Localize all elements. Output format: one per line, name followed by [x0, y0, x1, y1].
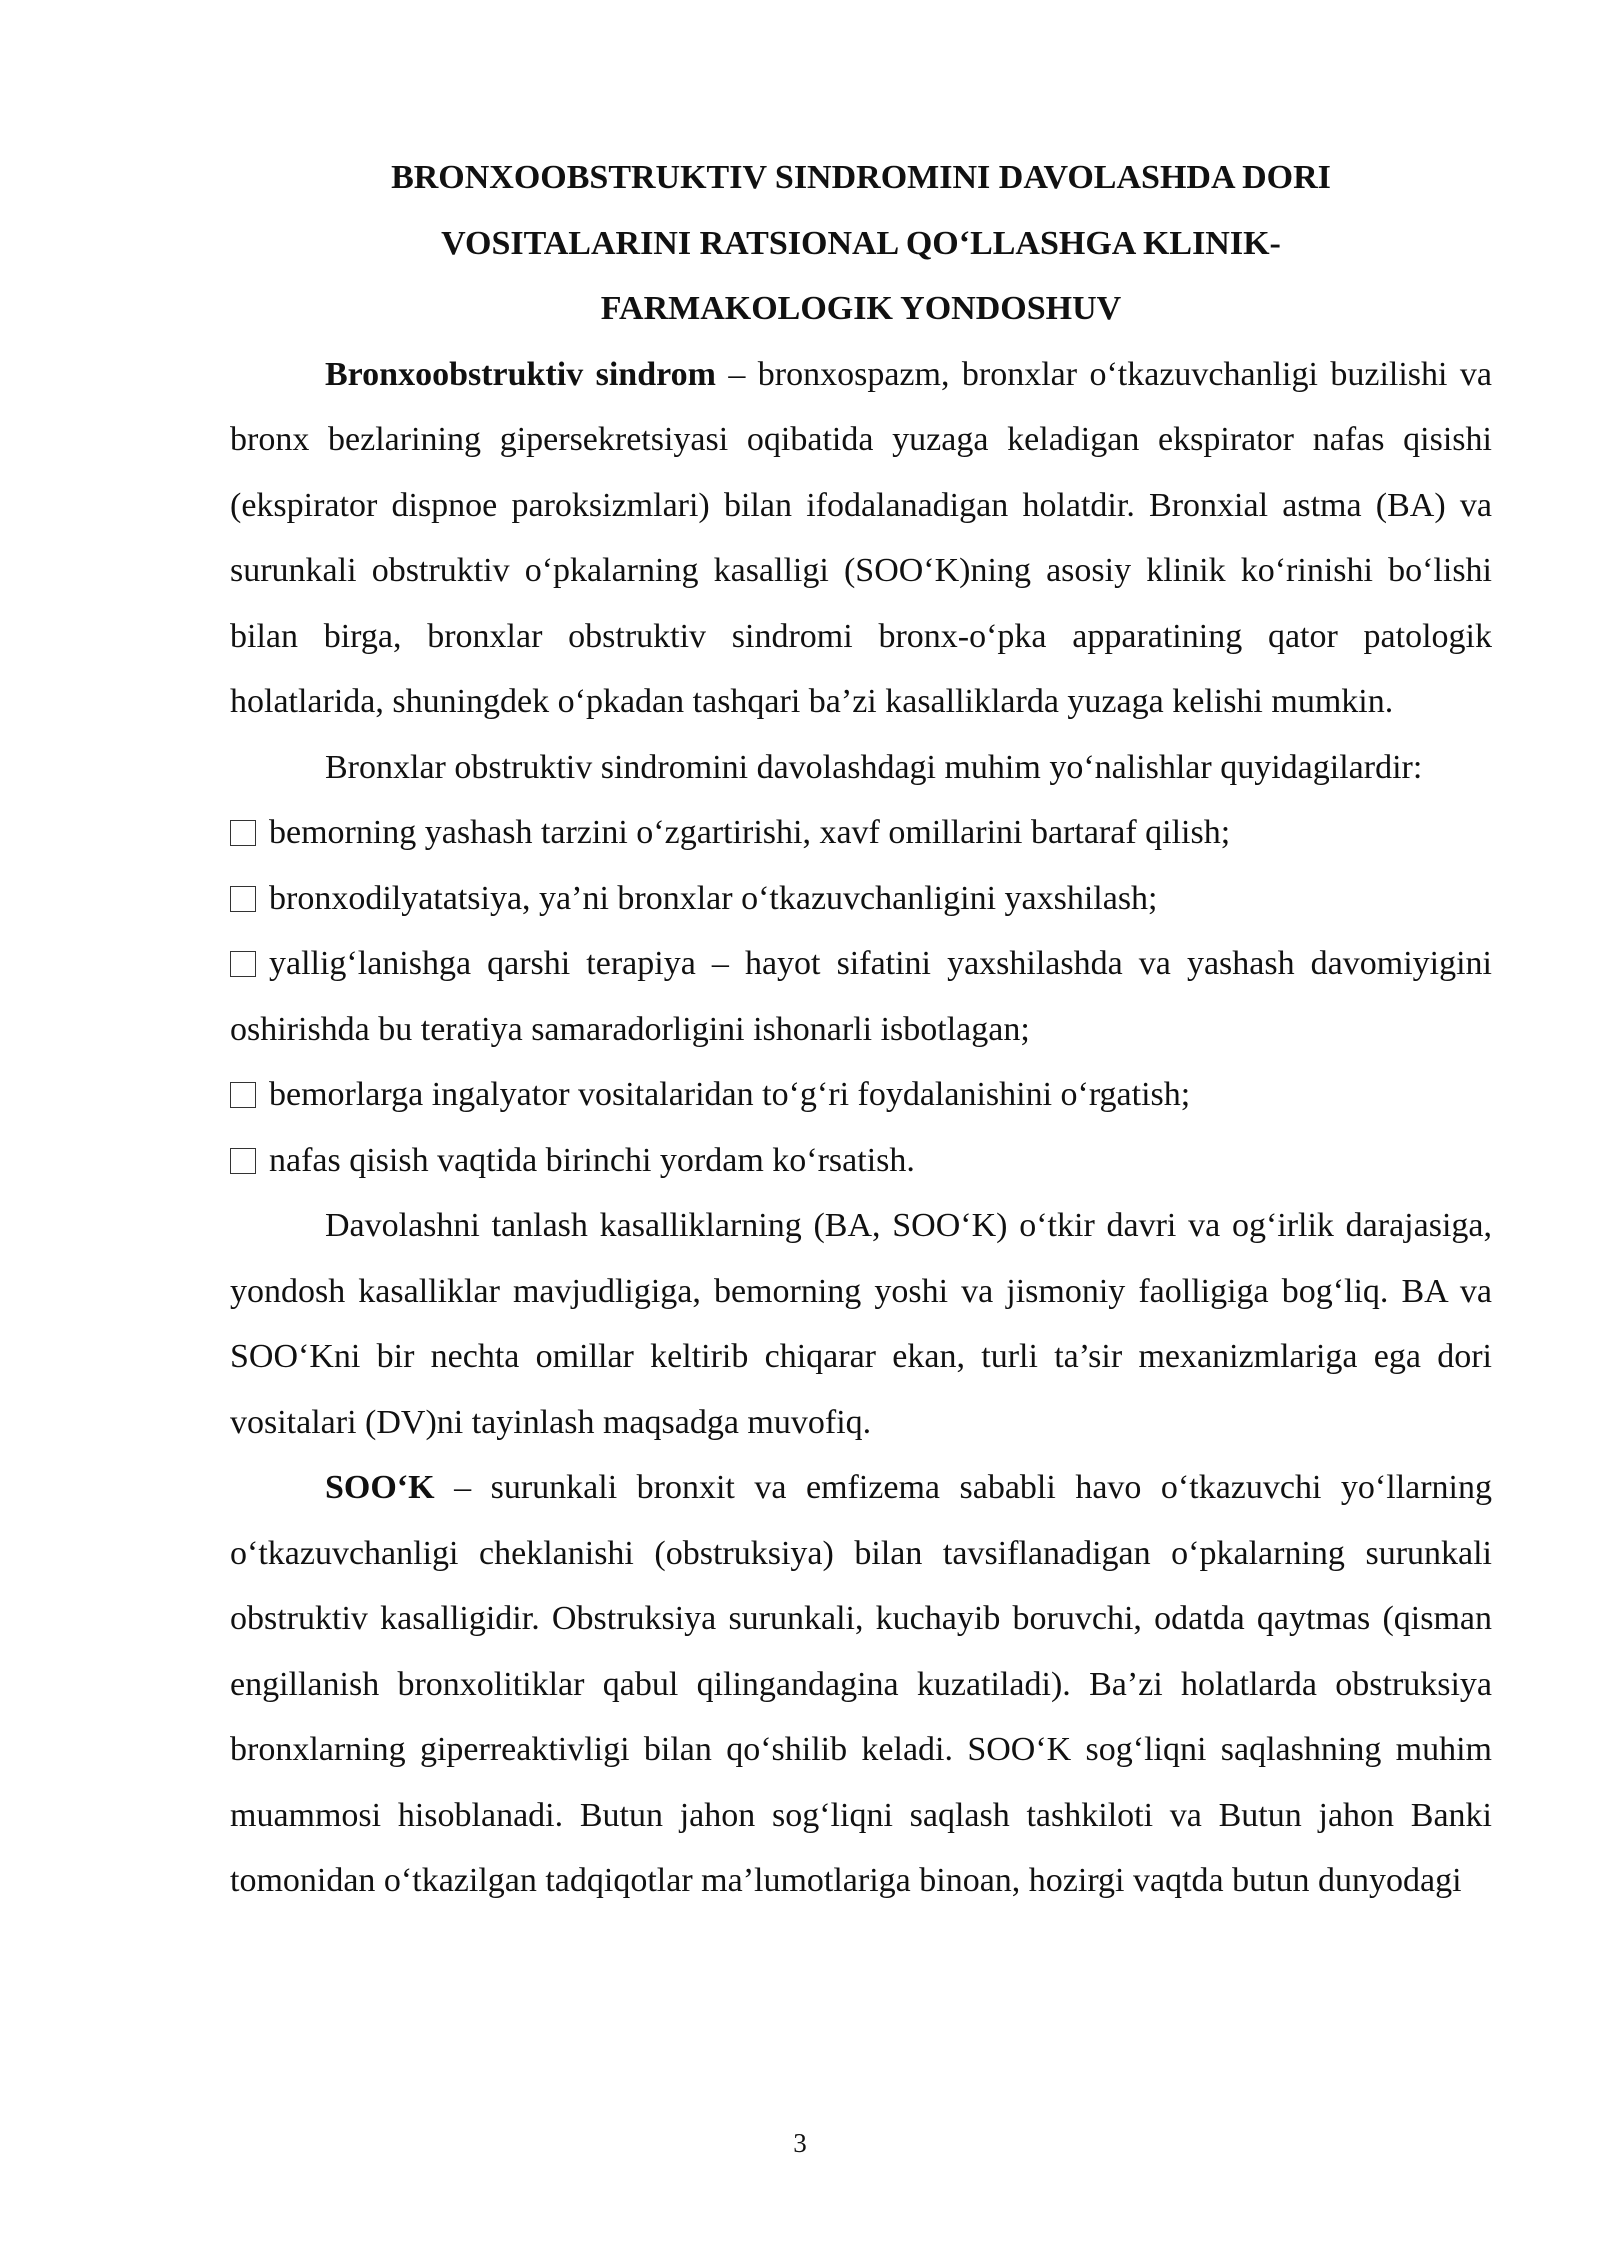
list-item: [230, 1128, 1492, 1194]
list-item: [230, 1062, 1492, 1128]
list-item-text: yallig‘lanishga qarshi terapiya – hayot sifatini yaxshilashda va yashash davomiyigini oshirishda bu teratiya samaradorligini ishonarli isbotlagan;: [230, 945, 1492, 1048]
list-item: [230, 866, 1492, 932]
paragraph-definition-text: – bronxospazm, bronxlar o‘tkazuvchanligi buzilishi va bronx bezlarining gipersekretsiyasi oqibatida yuzaga keladigan ekspirator nafas qisishi (ekspirator dispnoe paroksizmlari) bilan ifodalanadigan holatdir. Bronxial astma (BA) va surunkali obstruktiv o‘pkalarning kasalligi (SOO‘K)ning asosiy klinik ko‘rinishi bo‘lishi bilan birga, bronxlar obstruktiv sindromi bronx-o‘pka apparatining qator patologik holatlarida, shuningdek o‘pkadan tashqari ba’zi kasalliklarda yuzaga kelishi mumkin.: [230, 355, 1492, 720]
checkbox-bullet-icon: [230, 951, 256, 977]
page-number: 3: [793, 2128, 807, 2158]
list-item-text: bemorning yashash tarzini o‘zgartirishi, xavf omillarini bartaraf qilish;: [269, 814, 1231, 851]
checkbox-bullet-icon: [230, 820, 256, 846]
term-bronxoobstruktiv: Bronxoobstruktiv sindrom: [325, 355, 716, 393]
checkbox-bullet-icon: [230, 886, 256, 912]
document-page: [230, 145, 1492, 1914]
list-item-text: bronxodilyatatsiya, ya’ni bronxlar o‘tkazuvchanligini yaxshilash;: [269, 879, 1158, 917]
list-item: [230, 931, 1492, 1062]
checkbox-bullet-icon: [230, 1082, 256, 1108]
paragraph-treatment-choice: Davolashni tanlash kasalliklarning (BA, SOO‘K) o‘tkir davri va og‘irlik darajasiga, yondosh kasalliklar mavjudligiga, bemorning yoshi va jismoniy faolligiga bog‘liq. BA va SOO‘Kni bir nechta omillar keltirib chiqarar ekan, turli ta’sir mexanizmlariga ega dori vositalari (DV)ni tayinlash maqsadga muvofiq.: [230, 1207, 1492, 1441]
paragraph-definition: [230, 342, 1492, 735]
paragraph-directions: Bronxlar obstruktiv sindromini davolashdagi muhim yo‘nalishlar quyidagilardir:: [325, 748, 1423, 786]
bullet-list: [230, 800, 1492, 1193]
list-item-text: bemorlarga ingalyator vositalaridan to‘g‘ri foydalanishini o‘rgatish;: [269, 1076, 1191, 1113]
checkbox-bullet-icon: [230, 1148, 256, 1174]
paragraph-sook: [230, 1455, 1492, 1914]
term-sook: SOO‘K: [325, 1469, 435, 1506]
list-item: [230, 800, 1492, 866]
title-line-2: VOSITALARINI RATSIONAL QO‘LLASHGA KLINIK-: [441, 224, 1281, 262]
list-item-text: nafas qisish vaqtida birinchi yordam ko‘rsatish.: [269, 1141, 915, 1179]
title-line-1: BRONXOOBSTRUKTIV SINDROMINI DAVOLASHDA DORI: [391, 159, 1331, 196]
title-line-3: FARMAKOLOGIK YONDOSHUV: [600, 290, 1122, 327]
document-title: [230, 145, 1492, 342]
paragraph-sook-text: – surunkali bronxit va emfizema sababli havo o‘tkazuvchi yo‘llarning o‘tkazuvchanligi cheklanishi (obstruksiya) bilan tavsiflanadigan o‘pkalarning surunkali obstruktiv kasalligidir. Obstruksiya surunkali, kuchayib boruvchi, odatda qaytmas (qisman engillanish bronxolitiklar qabul qilingandagina kuzatiladi). Ba’zi holatlarda obstruksiya bronxlarning giperreaktivligi bilan qo‘shilib keladi. SOO‘K sog‘liqni saqlashning muhim muammosi hisoblanadi. Butun jahon sog‘liqni saqlash tashkiloti va Butun jahon Banki tomonidan o‘tkazilgan tadqiqotlar ma’lumotlariga binoan, hozirgi vaqtda butun dunyodagi: [230, 1469, 1492, 1899]
